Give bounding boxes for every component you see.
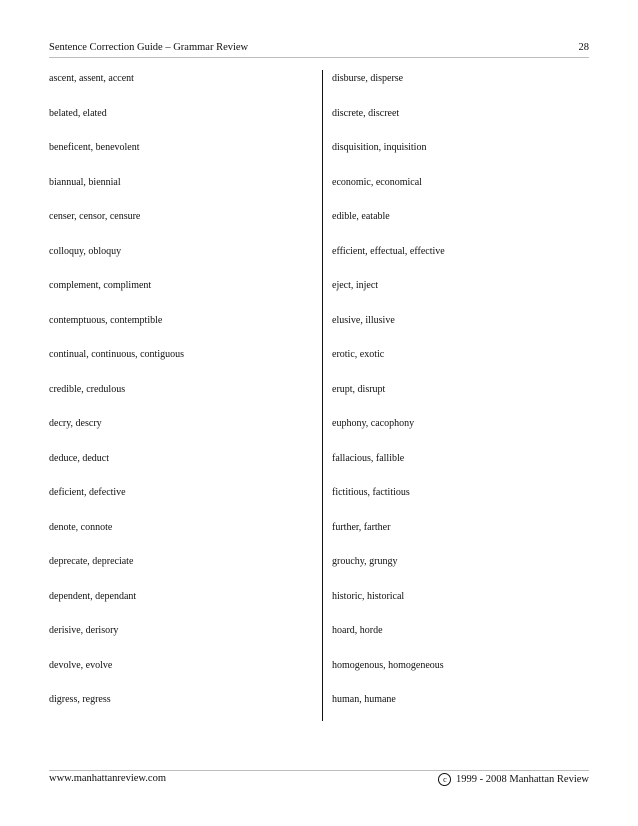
word-pair-item: elusive, illusive: [332, 314, 395, 326]
word-pair-item: euphony, cacophony: [332, 418, 415, 429]
word-pair-item: decry, descry: [49, 418, 102, 429]
word-pair-item: beneficent, benevolent: [49, 142, 140, 153]
word-pair-item: grouchy, grungy: [332, 556, 398, 567]
copyright-text: 1999 - 2008 Manhattan Review: [456, 774, 589, 785]
word-pair-item: contemptuous, contemptible: [49, 314, 163, 326]
header-divider: [49, 57, 589, 58]
word-pair-item: credible, credulous: [49, 383, 126, 395]
word-pair-item: fictitious, factitious: [332, 487, 410, 498]
word-pair-item: homogenous, homogeneous: [332, 659, 444, 671]
word-pair-item: further, farther: [332, 521, 391, 533]
word-pair-item: eject, inject: [332, 280, 379, 291]
word-pair-item: complement, compliment: [49, 280, 152, 291]
word-pair-item: belated, elated: [49, 107, 107, 119]
page-header: [49, 42, 589, 56]
word-pair-item: fallacious, fallible: [332, 452, 405, 464]
word-pair-item: continual, continuous, contiguous: [49, 349, 184, 360]
word-pair-item: economic, economical: [332, 176, 422, 188]
word-pair-item: hoard, horde: [332, 625, 383, 636]
word-pair-item: colloquy, obloquy: [49, 245, 122, 257]
word-pair-item: discrete, discreet: [332, 107, 400, 119]
word-pair-item: dependent, dependant: [49, 590, 137, 602]
word-pair-item: historic, historical: [332, 590, 405, 602]
left-word-list: [49, 72, 329, 728]
word-pair-item: digress, regress: [49, 694, 111, 705]
word-pair-item: human, humane: [332, 694, 396, 705]
copyright-notice: [438, 773, 589, 786]
word-pair-item: edible, eatable: [332, 211, 390, 222]
word-pair-item: efficient, effectual, effective: [332, 245, 445, 257]
page-number: 28: [578, 42, 589, 53]
website-url: www.manhattanreview.com: [49, 773, 167, 784]
page-footer: [49, 773, 589, 787]
word-pair-item: censer, censor, censure: [49, 211, 141, 222]
document-title: Sentence Correction Guide – Grammar Review: [49, 42, 249, 53]
word-pair-item: deficient, defective: [49, 487, 126, 498]
word-pair-item: denote, connote: [49, 521, 113, 533]
word-pair-item: erupt, disrupt: [332, 383, 386, 395]
word-pair-item: biannual, biennial: [49, 176, 121, 188]
column-divider: [322, 70, 323, 721]
footer-divider: [49, 770, 589, 771]
word-pair-item: deprecate, depreciate: [49, 556, 134, 567]
word-pair-item: ascent, assent, accent: [49, 73, 134, 84]
word-pair-item: devolve, evolve: [49, 659, 113, 671]
word-pair-item: disquisition, inquisition: [332, 142, 427, 153]
word-pair-item: deduce, deduct: [49, 452, 109, 464]
word-pair-item: disburse, disperse: [332, 73, 404, 84]
right-word-list: [332, 72, 612, 728]
word-pair-item: derisive, derisory: [49, 625, 119, 636]
copyright-icon: c: [438, 773, 451, 786]
word-pair-item: erotic, exotic: [332, 349, 385, 360]
